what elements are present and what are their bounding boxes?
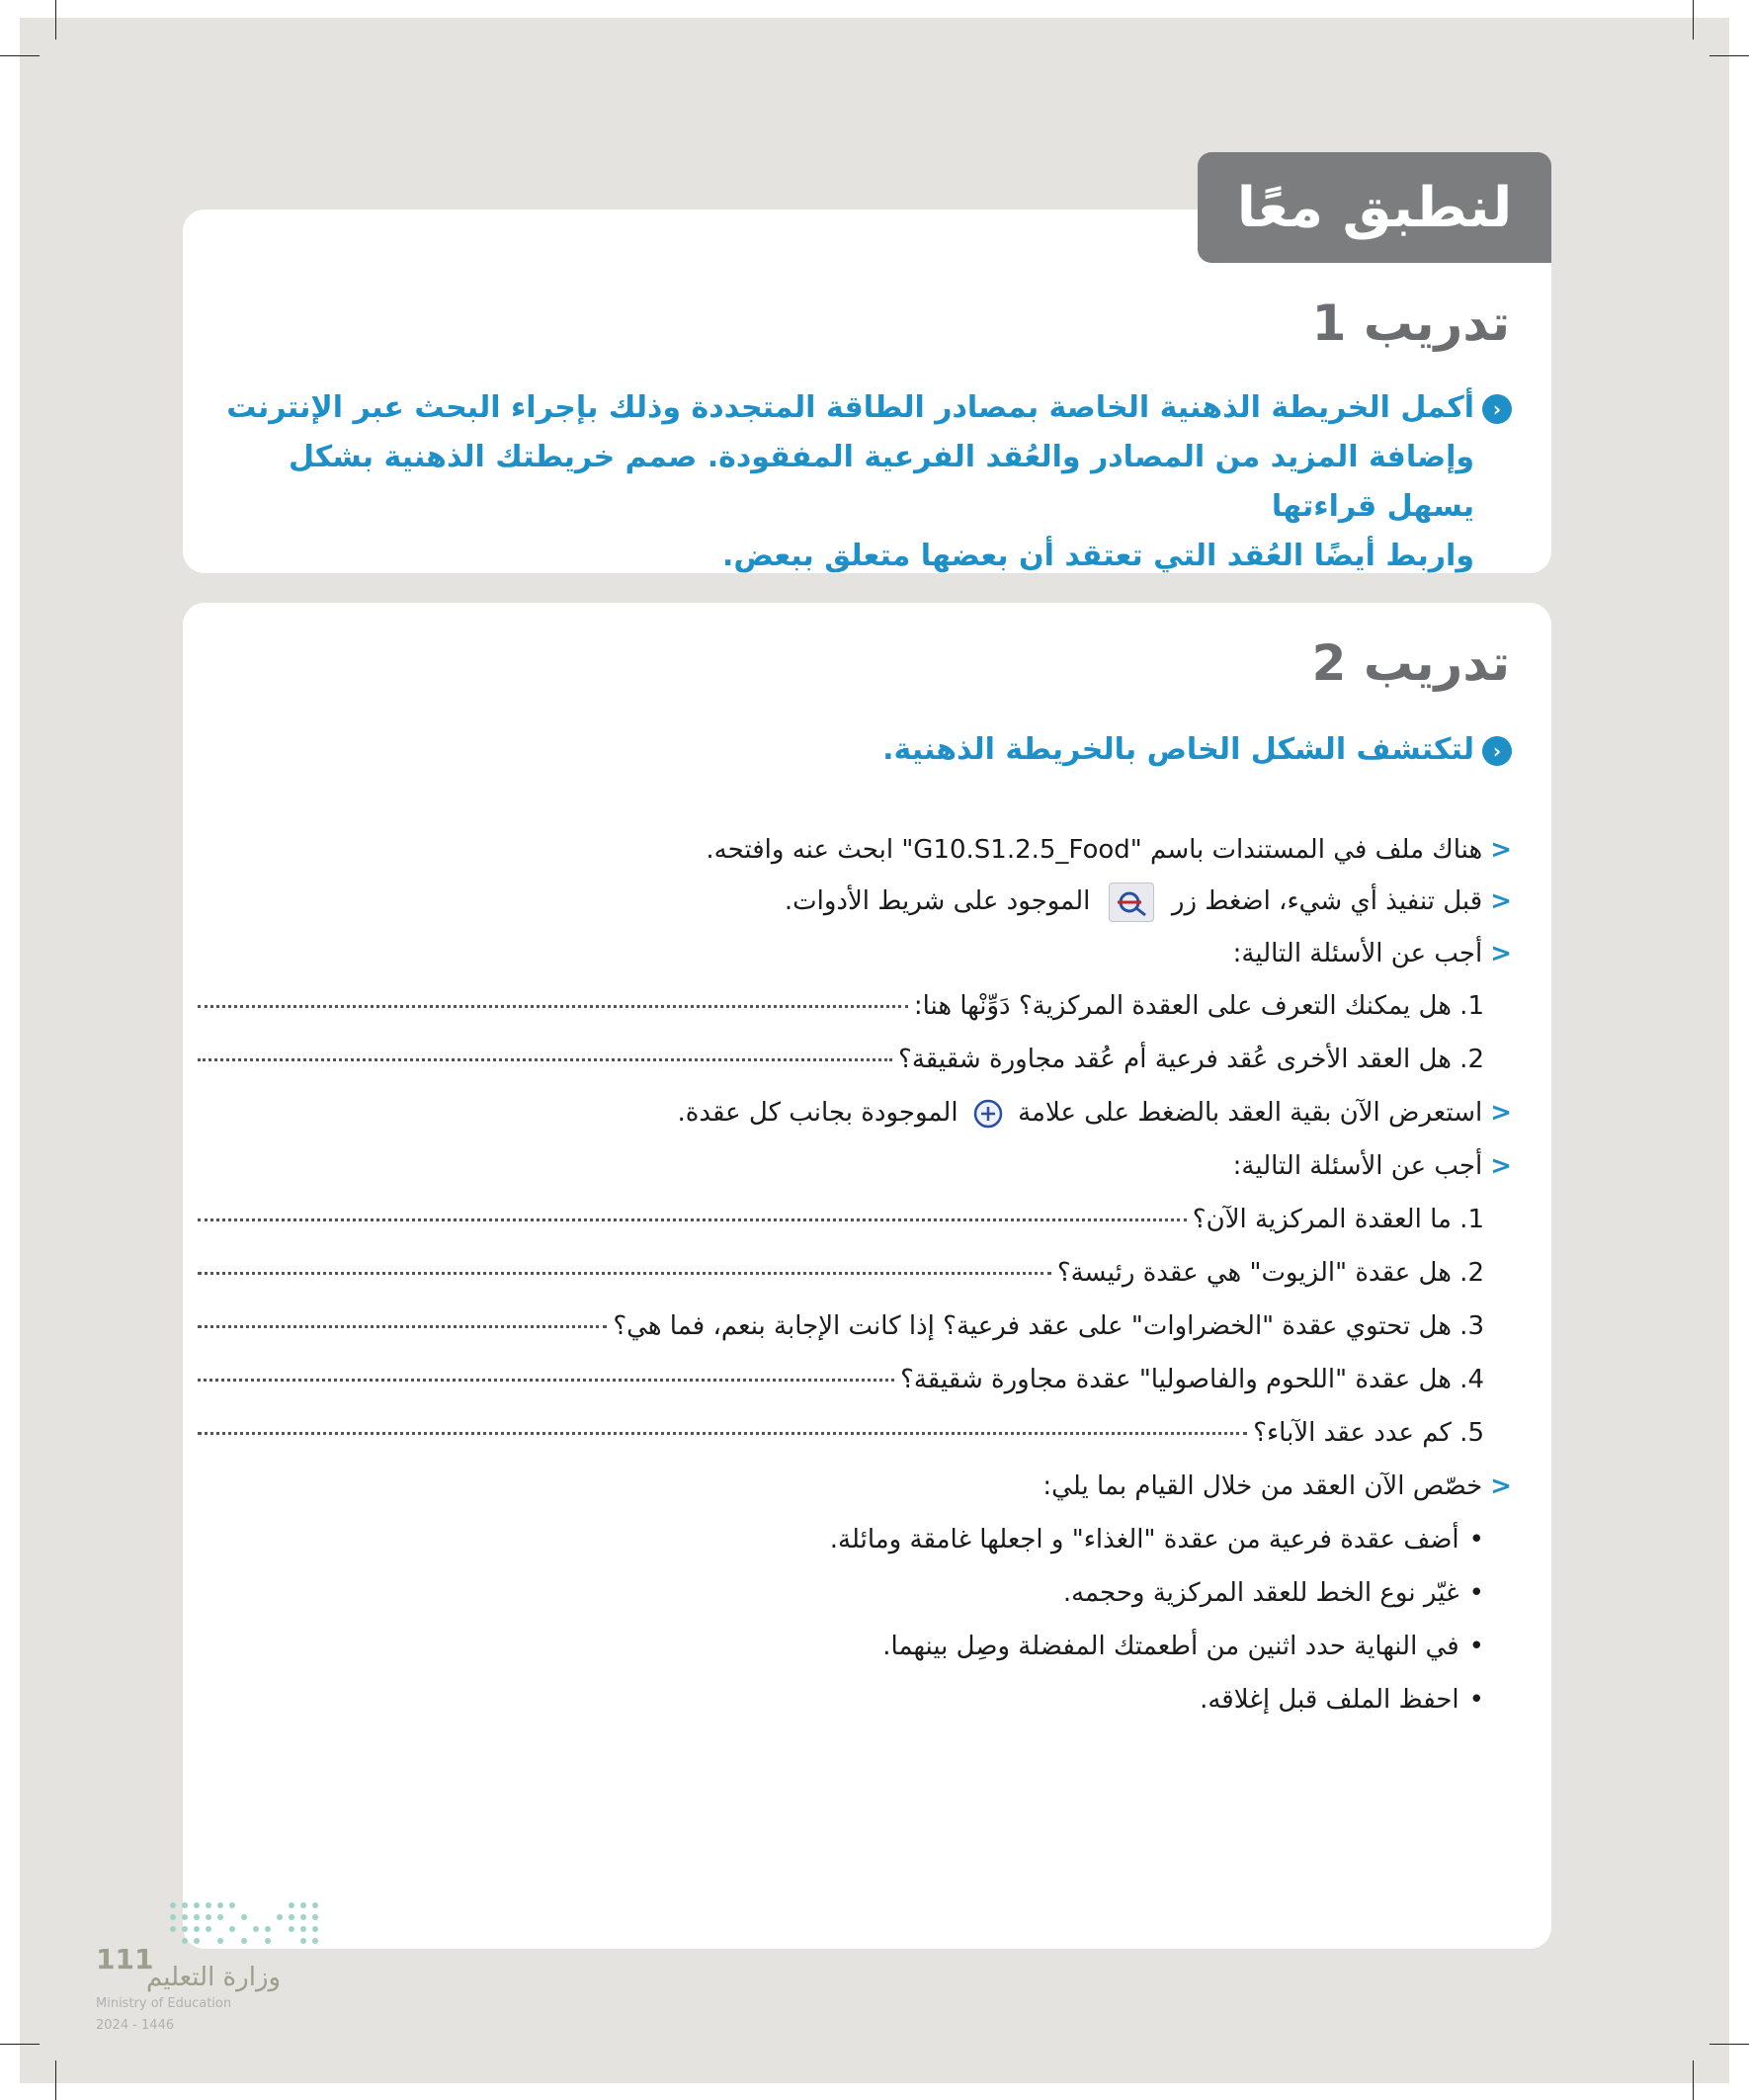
bullet-text: أضف عقدة فرعية من عقدة "الغذاء" و اجعلها غامقة ومائلة.	[829, 1525, 1459, 1554]
step-text: الموجودة بجانب كل عقدة.	[677, 1098, 958, 1128]
answer-line[interactable]	[198, 1325, 607, 1328]
instruction-line: واربط أيضًا العُقد التي تعتقد أن بعضها متعلق ببعض.	[722, 539, 1474, 573]
intro-text: لتكتشف الشكل الخاص بالخريطة الذهنية.	[882, 732, 1474, 767]
bullet-2	[198, 1573, 1512, 1613]
bullet-dot: •	[1468, 1578, 1484, 1608]
step-text: خصّص الآن العقد من خلال القيام بما يلي:	[1042, 1471, 1483, 1501]
exercise-1-heading: تدريب 1	[1311, 294, 1510, 352]
question-b-3	[198, 1306, 1512, 1346]
answer-line[interactable]	[198, 1058, 892, 1061]
bullet-text: في النهاية حدد اثنين من أطعمتك المفضلة وصِل بينهما.	[882, 1632, 1459, 1661]
bullet-text: غيّر نوع الخط للعقد المركزية وحجمه.	[1062, 1578, 1459, 1608]
question-text: 2. هل العقد الأخرى عُقد فرعية أم عُقد مجاورة شقيقة؟	[898, 1045, 1484, 1074]
step-5	[198, 1146, 1512, 1186]
answer-line[interactable]	[198, 1005, 908, 1008]
bullet-4	[198, 1680, 1512, 1720]
step-text: قبل تنفيذ أي شيء، اضغط زر	[1171, 886, 1483, 916]
question-text: 2. هل عقدة "الزيوت" هي عقدة رئيسة؟	[1056, 1258, 1484, 1288]
step-1	[198, 830, 1512, 870]
bullet-dot: •	[1468, 1525, 1484, 1554]
step-4	[198, 1093, 1512, 1133]
step-6	[198, 1467, 1512, 1506]
circle-arrow-icon: ‹	[1482, 394, 1512, 424]
page-number: 111	[96, 1943, 154, 1975]
ministry-name-ar: وزارة التعليم	[146, 1963, 282, 1992]
bullet-dot: •	[1468, 1685, 1484, 1715]
exercise-2-intro	[198, 725, 1512, 775]
academic-year: 2024 - 1446	[96, 2018, 175, 2033]
chevron-icon: <	[1490, 1471, 1512, 1501]
bullet-dot: •	[1468, 1632, 1484, 1661]
chevron-icon: <	[1490, 886, 1512, 916]
question-text: 4. هل عقدة "اللحوم والفاصوليا" عقدة مجاورة شقيقة؟	[900, 1365, 1484, 1394]
step-text: الموجود على شريط الأدوات.	[784, 886, 1091, 916]
question-a-2	[198, 1040, 1512, 1079]
chevron-icon: <	[1490, 1151, 1512, 1181]
crop-mark	[0, 55, 40, 56]
bullet-3	[198, 1627, 1512, 1666]
bullet-1	[198, 1520, 1512, 1559]
crop-mark	[1709, 2044, 1749, 2045]
answer-line[interactable]	[198, 1432, 1247, 1435]
exercise-2-heading: تدريب 2	[1311, 634, 1510, 692]
chevron-icon: <	[1490, 939, 1512, 968]
crop-mark	[0, 2044, 40, 2045]
question-text: 3. هل تحتوي عقدة "الخضراوات" على عقد فرعية؟ إذا كانت الإجابة بنعم، فما هي؟	[613, 1311, 1484, 1341]
question-text: 5. كم عدد عقد الآباء؟	[1253, 1418, 1484, 1448]
instruction-line: أكمل الخريطة الذهنية الخاصة بمصادر الطاقة المتجددة وذلك بإجراء البحث عبر الإنترنت	[226, 390, 1474, 425]
answer-line[interactable]	[198, 1379, 894, 1382]
circle-arrow-icon: ‹	[1482, 736, 1512, 766]
chevron-icon: <	[1490, 1098, 1512, 1128]
question-b-5	[198, 1413, 1512, 1453]
expand-plus-icon	[972, 1098, 1004, 1130]
step-2	[198, 882, 1512, 922]
crop-mark	[1693, 2060, 1694, 2100]
bullet-text: احفظ الملف قبل إغلاقه.	[1200, 1685, 1459, 1715]
mindmap-tool-icon	[1109, 882, 1154, 922]
step-text: أجب عن الأسئلة التالية:	[1232, 1151, 1483, 1181]
crop-mark	[55, 0, 56, 40]
question-text: 1. هل يمكنك التعرف على العقدة المركزية؟ دَوِّنْها هنا:	[913, 991, 1484, 1021]
answer-line[interactable]	[198, 1218, 1187, 1221]
step-3	[198, 934, 1512, 973]
instruction-line: وإضافة المزيد من المصادر والعُقد الفرعية المفقودة. صمم خريطتك الذهنية بشكل يسهل قراءتها	[289, 440, 1474, 524]
answer-line[interactable]	[198, 1272, 1051, 1275]
step-text: أجب عن الأسئلة التالية:	[1232, 939, 1483, 968]
question-b-2	[198, 1253, 1512, 1293]
crop-mark	[55, 2060, 56, 2100]
question-b-1	[198, 1200, 1512, 1239]
crop-mark	[1709, 55, 1749, 56]
exercise-1-instructions	[198, 383, 1512, 581]
question-a-1	[198, 986, 1512, 1026]
crop-mark	[1693, 0, 1694, 40]
step-text: هناك ملف في المستندات باسم "G10.S1.2.5_Food" ابحث عنه وافتحه.	[706, 835, 1483, 865]
ministry-name-en: Ministry of Education	[96, 1996, 232, 2011]
step-text: استعرض الآن بقية العقد بالضغط على علامة	[1018, 1098, 1483, 1128]
page-title: لنطبق معًا	[1198, 152, 1551, 263]
question-b-4	[198, 1360, 1512, 1399]
question-text: 1. ما العقدة المركزية الآن؟	[1192, 1205, 1484, 1234]
chevron-icon: <	[1490, 835, 1512, 865]
